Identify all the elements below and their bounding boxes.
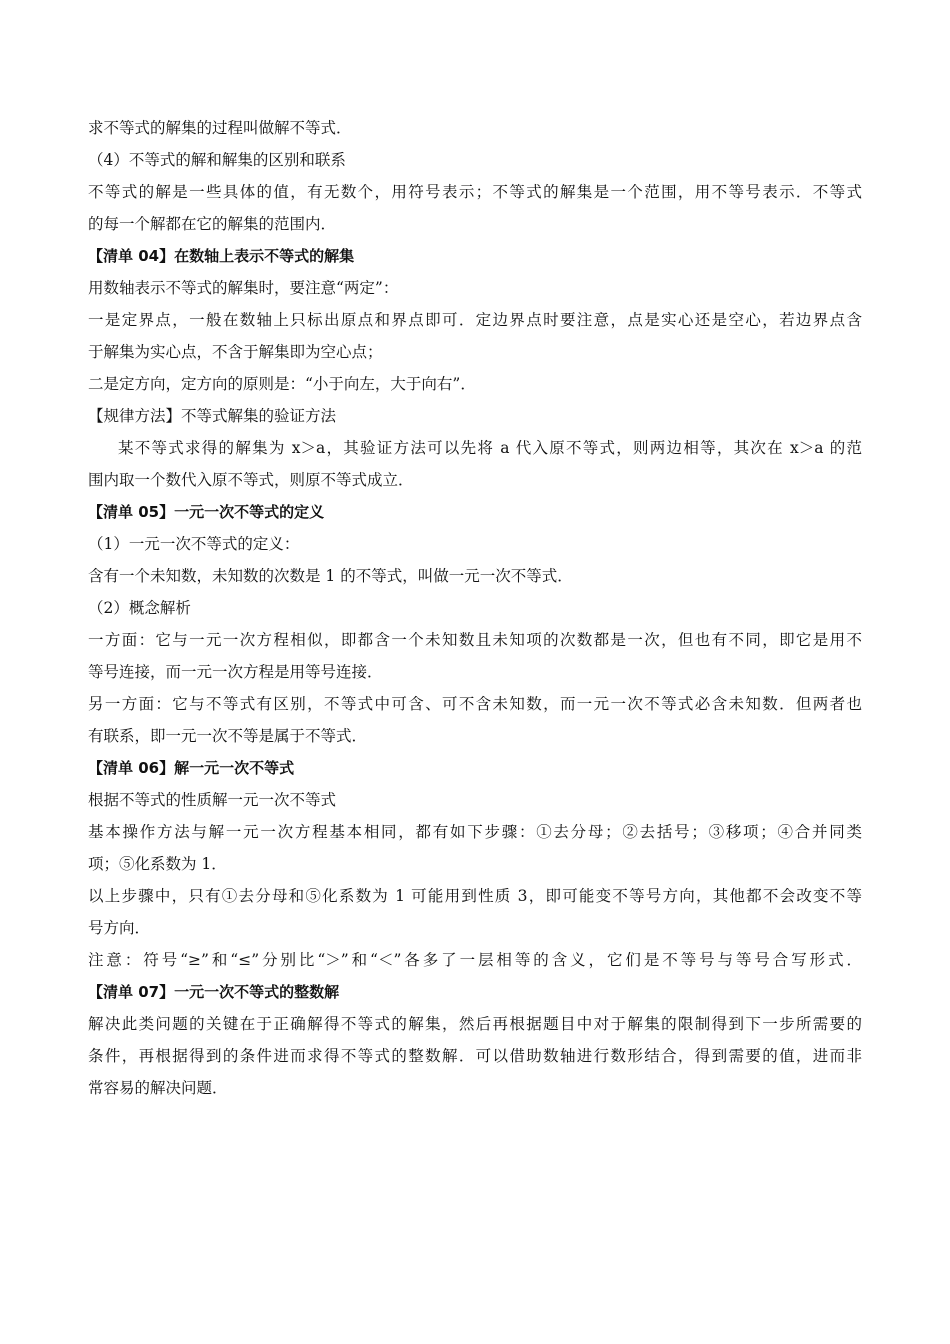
- section-heading-06: 【清单 06】解一元一次不等式: [88, 759, 295, 777]
- paragraph-line: 于解集为实心点，不含于解集即为空心点；: [88, 343, 383, 361]
- section-heading-04: 【清单 04】在数轴上表示不等式的解集: [88, 247, 355, 265]
- paragraph-line: 一方面：它与一元一次方程相似，即都含一个未知数且未知项的次数都是一次，但也有不同，即它是用不: [88, 631, 862, 649]
- section-heading-07: 【清单 07】一元一次不等式的整数解: [88, 983, 340, 1001]
- paragraph-line: 求不等式的解集的过程叫做解不等式．: [88, 119, 352, 137]
- paragraph-line: 有联系，即一元一次不等是属于不等式．: [88, 727, 368, 745]
- paragraph-line: 项；⑤化系数为 1．: [88, 855, 227, 873]
- subsection-title: （2）概念解析: [88, 599, 191, 617]
- paragraph-line: 条件，再根据得到的条件进而求得不等式的整数解．可以借助数轴进行数形结合，得到需要的值，进而非: [88, 1047, 862, 1065]
- subsection-title: （4）不等式的解和解集的区别和联系: [88, 151, 346, 169]
- paragraph-line: 常容易的解决问题．: [88, 1079, 228, 1097]
- paragraph-line: 围内取一个数代入原不等式，则原不等式成立．: [88, 471, 414, 489]
- document-page: [88, 112, 862, 1104]
- section-heading-05: 【清单 05】一元一次不等式的定义: [88, 503, 325, 521]
- paragraph-line: 一是定界点，一般在数轴上只标出原点和界点即可．定边界点时要注意，点是实心还是空心，若边界点含: [88, 311, 862, 329]
- paragraph-line: 号方向．: [88, 919, 151, 937]
- paragraph-line: 根据不等式的性质解一元一次不等式: [88, 791, 337, 809]
- paragraph-line: 解决此类问题的关键在于正确解得不等式的解集，然后再根据题目中对于解集的限制得到下一步所需要的: [88, 1015, 862, 1033]
- paragraph-line: 的每一个解都在它的解集的范围内．: [88, 215, 337, 233]
- paragraph-line: 注意：符号“≥”和“≤”分别比“＞”和“＜”各多了一层相等的含义，它们是不等号与等号合写形式．: [88, 951, 862, 969]
- paragraph-line: 不等式的解是一些具体的值，有无数个，用符号表示；不等式的解集是一个范围，用不等号表示．不等式: [88, 183, 862, 201]
- paragraph-line: 某不等式求得的解集为 x＞a，其验证方法可以先将 a 代入原不等式，则两边相等，其次在 x＞a 的范: [118, 439, 862, 457]
- method-title: 【规律方法】不等式解集的验证方法: [88, 407, 337, 425]
- paragraph-line: 二是定方向，定方向的原则是：“小于向左，大于向右”．: [88, 375, 476, 393]
- paragraph-line: 另一方面：它与不等式有区别，不等式中可含、可不含未知数，而一元一次不等式必含未知数．但两者也: [88, 695, 862, 713]
- subsection-title: （1）一元一次不等式的定义：: [88, 535, 300, 553]
- paragraph-line: 以上步骤中，只有①去分母和⑤化系数为 1 可能用到性质 3，即可能变不等号方向，其他都不会改变不等: [88, 887, 862, 905]
- paragraph-line: 含有一个未知数，未知数的次数是 1 的不等式，叫做一元一次不等式．: [88, 567, 573, 585]
- paragraph-line: 用数轴表示不等式的解集时，要注意“两定”：: [88, 279, 399, 297]
- paragraph-line: 等号连接，而一元一次方程是用等号连接．: [88, 663, 383, 681]
- paragraph-line: 基本操作方法与解一元一次方程基本相同，都有如下步骤：①去分母；②去括号；③移项；④合并同类: [88, 823, 862, 841]
